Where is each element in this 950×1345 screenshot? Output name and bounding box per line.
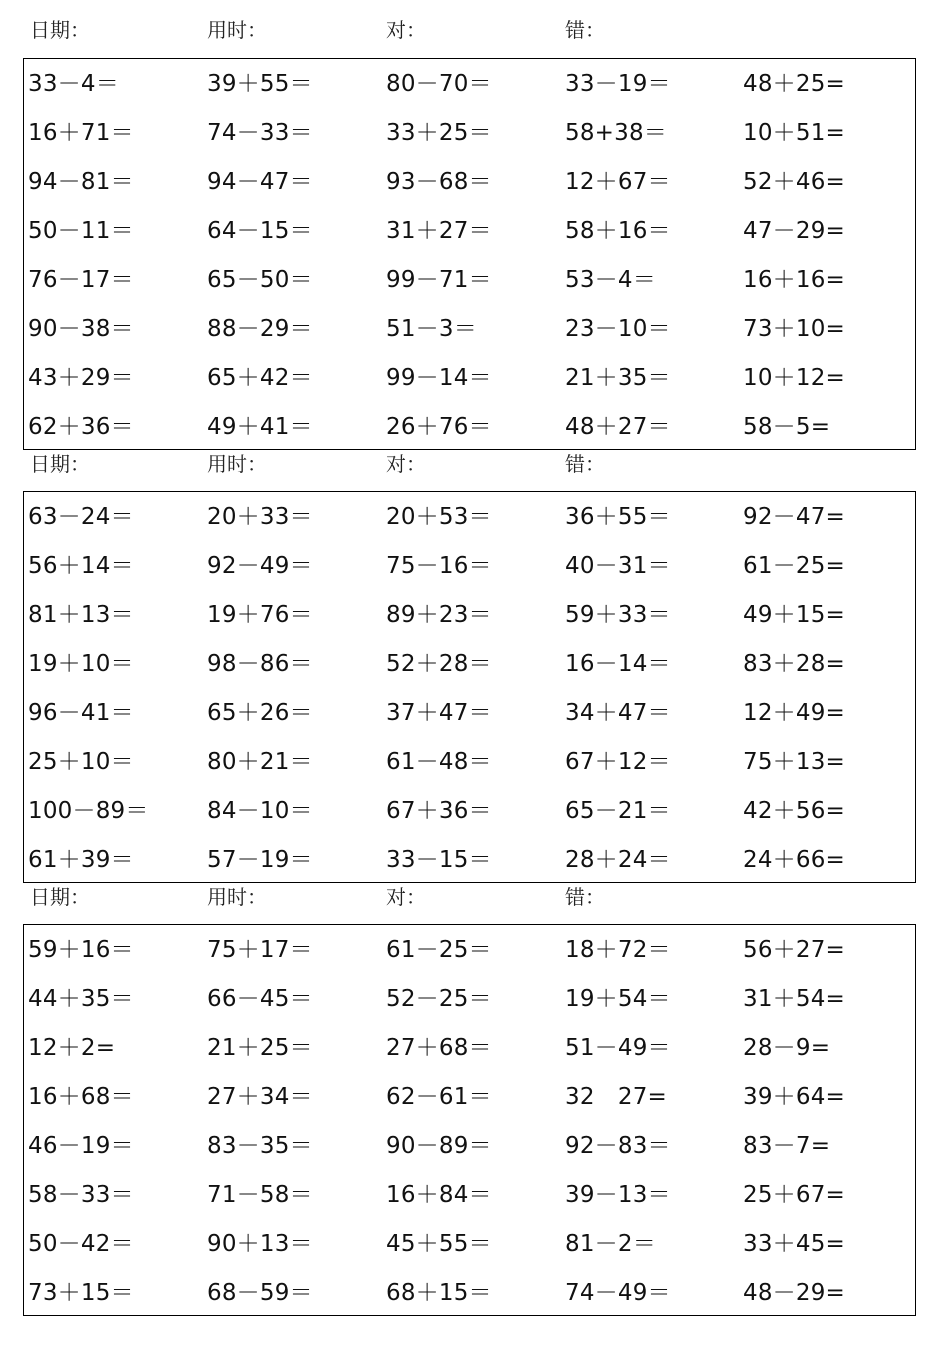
math-problem: 48＋27＝ xyxy=(565,414,671,440)
math-problem: 76－17＝ xyxy=(28,267,134,293)
math-problem: 56＋27= xyxy=(743,937,846,963)
math-problem: 89＋23＝ xyxy=(386,602,492,628)
math-problem: 39＋55＝ xyxy=(207,71,313,97)
problem-row xyxy=(24,796,915,845)
problem-row xyxy=(24,1131,915,1180)
math-problem: 49＋41＝ xyxy=(207,414,313,440)
problem-row xyxy=(24,314,915,363)
math-problem: 65＋42＝ xyxy=(207,365,313,391)
math-problem: 75＋13= xyxy=(743,749,846,775)
math-problem: 99－71＝ xyxy=(386,267,492,293)
date-label: 日期： xyxy=(30,452,90,476)
problem-row xyxy=(24,600,915,649)
math-problem: 48－29= xyxy=(743,1280,846,1306)
problem-row xyxy=(24,698,915,747)
math-problem: 27＋68＝ xyxy=(386,1035,492,1061)
math-problem: 16＋68＝ xyxy=(28,1084,134,1110)
math-problem: 43＋29＝ xyxy=(28,365,134,391)
math-problem: 73＋15＝ xyxy=(28,1280,134,1306)
math-problem: 20＋53＝ xyxy=(386,504,492,530)
math-problem: 16－14＝ xyxy=(565,651,671,677)
math-problem: 68＋15＝ xyxy=(386,1280,492,1306)
math-problem: 37＋47＝ xyxy=(386,700,492,726)
correct-label: 对： xyxy=(386,452,426,476)
math-problem: 74－33＝ xyxy=(207,120,313,146)
math-problem: 10＋51= xyxy=(743,120,846,146)
math-problem: 80＋21＝ xyxy=(207,749,313,775)
math-problem: 65＋26＝ xyxy=(207,700,313,726)
math-problem: 58－33＝ xyxy=(28,1182,134,1208)
math-problem: 94－81＝ xyxy=(28,169,134,195)
math-problem: 92－83＝ xyxy=(565,1133,671,1159)
math-problem: 48＋25= xyxy=(743,71,846,97)
math-problem: 62－61＝ xyxy=(386,1084,492,1110)
math-problem: 16＋84＝ xyxy=(386,1182,492,1208)
problem-row xyxy=(24,167,915,216)
math-problem: 58＋16＝ xyxy=(565,218,671,244)
math-problem: 52＋28＝ xyxy=(386,651,492,677)
time-label: 用时： xyxy=(207,452,267,476)
problem-row xyxy=(24,935,915,984)
problem-row xyxy=(24,649,915,698)
math-problem: 45＋55＝ xyxy=(386,1231,492,1257)
math-problem: 59＋16＝ xyxy=(28,937,134,963)
math-problem: 61－25= xyxy=(743,553,846,579)
math-problem: 21＋25＝ xyxy=(207,1035,313,1061)
math-problem: 81＋13＝ xyxy=(28,602,134,628)
math-problem: 90－89＝ xyxy=(386,1133,492,1159)
problem-grid xyxy=(23,924,916,1316)
math-problem: 16＋71＝ xyxy=(28,120,134,146)
math-problem: 71－58＝ xyxy=(207,1182,313,1208)
math-problem: 19＋76＝ xyxy=(207,602,313,628)
math-problem: 83－35＝ xyxy=(207,1133,313,1159)
math-problem: 34＋47＝ xyxy=(565,700,671,726)
math-problem: 19＋54＝ xyxy=(565,986,671,1012)
problem-row xyxy=(24,1082,915,1131)
math-problem: 49＋15= xyxy=(743,602,846,628)
math-problem: 93－68＝ xyxy=(386,169,492,195)
math-problem: 31＋27＝ xyxy=(386,218,492,244)
math-problem: 83－7= xyxy=(743,1133,831,1159)
problem-row xyxy=(24,69,915,118)
problem-row xyxy=(24,1033,915,1082)
math-problem: 24＋66= xyxy=(743,847,846,873)
math-problem: 81－2＝ xyxy=(565,1231,656,1257)
math-problem: 56＋14＝ xyxy=(28,553,134,579)
worksheet-header xyxy=(0,881,950,911)
math-problem: 10＋12= xyxy=(743,365,846,391)
math-problem: 23－10＝ xyxy=(565,316,671,342)
math-problem: 47－29= xyxy=(743,218,846,244)
math-problem: 44＋35＝ xyxy=(28,986,134,1012)
math-problem: 39＋64= xyxy=(743,1084,846,1110)
math-problem: 33－4＝ xyxy=(28,71,119,97)
math-problem: 83＋28= xyxy=(743,651,846,677)
math-problem: 98－86＝ xyxy=(207,651,313,677)
math-problem: 28－9= xyxy=(743,1035,831,1061)
math-problem: 50－42＝ xyxy=(28,1231,134,1257)
math-problem: 20＋33＝ xyxy=(207,504,313,530)
math-problem: 12＋49= xyxy=(743,700,846,726)
math-problem: 52－25＝ xyxy=(386,986,492,1012)
math-problem: 19＋10＝ xyxy=(28,651,134,677)
math-problem: 73＋10= xyxy=(743,316,846,342)
math-problem: 32 27= xyxy=(565,1084,668,1110)
math-problem: 33＋45= xyxy=(743,1231,846,1257)
math-problem: 61＋39＝ xyxy=(28,847,134,873)
correct-label: 对： xyxy=(386,885,426,909)
math-problem: 64－15＝ xyxy=(207,218,313,244)
wrong-label: 错： xyxy=(565,452,605,476)
math-problem: 96－41＝ xyxy=(28,700,134,726)
problem-row xyxy=(24,984,915,1033)
math-problem: 59＋33＝ xyxy=(565,602,671,628)
problem-row xyxy=(24,1229,915,1278)
math-problem: 33＋25＝ xyxy=(386,120,492,146)
math-problem: 67＋36＝ xyxy=(386,798,492,824)
math-problem: 65－21＝ xyxy=(565,798,671,824)
date-label: 日期： xyxy=(30,18,90,42)
math-problem: 84－10＝ xyxy=(207,798,313,824)
math-problem: 46－19＝ xyxy=(28,1133,134,1159)
math-problem: 52＋46= xyxy=(743,169,846,195)
math-problem: 39－13＝ xyxy=(565,1182,671,1208)
time-label: 用时： xyxy=(207,18,267,42)
problem-row xyxy=(24,118,915,167)
wrong-label: 错： xyxy=(565,885,605,909)
math-problem: 80－70＝ xyxy=(386,71,492,97)
math-problem: 58－5= xyxy=(743,414,831,440)
math-problem: 36＋55＝ xyxy=(565,504,671,530)
math-problem: 62＋36＝ xyxy=(28,414,134,440)
math-problem: 75－16＝ xyxy=(386,553,492,579)
date-label: 日期： xyxy=(30,885,90,909)
math-problem: 40－31＝ xyxy=(565,553,671,579)
math-problem: 90＋13＝ xyxy=(207,1231,313,1257)
problem-grid xyxy=(23,58,916,450)
math-problem: 61－48＝ xyxy=(386,749,492,775)
math-problem: 33－19＝ xyxy=(565,71,671,97)
math-problem: 25＋67= xyxy=(743,1182,846,1208)
math-problem: 90－38＝ xyxy=(28,316,134,342)
math-problem: 61－25＝ xyxy=(386,937,492,963)
math-problem: 88－29＝ xyxy=(207,316,313,342)
math-problem: 66－45＝ xyxy=(207,986,313,1012)
problem-grid xyxy=(23,491,916,883)
math-problem: 18＋72＝ xyxy=(565,937,671,963)
time-label: 用时： xyxy=(207,885,267,909)
math-problem: 63－24＝ xyxy=(28,504,134,530)
math-problem: 65－50＝ xyxy=(207,267,313,293)
math-problem: 12＋67＝ xyxy=(565,169,671,195)
math-problem: 25＋10＝ xyxy=(28,749,134,775)
math-problem: 99－14＝ xyxy=(386,365,492,391)
math-problem: 100－89＝ xyxy=(28,798,149,824)
math-problem: 28＋24＝ xyxy=(565,847,671,873)
wrong-label: 错： xyxy=(565,18,605,42)
problem-row xyxy=(24,1180,915,1229)
math-problem: 31＋54= xyxy=(743,986,846,1012)
problem-row xyxy=(24,1278,915,1327)
problem-row xyxy=(24,502,915,551)
math-problem: 42＋56= xyxy=(743,798,846,824)
math-problem: 57－19＝ xyxy=(207,847,313,873)
math-problem: 50－11＝ xyxy=(28,218,134,244)
math-problem: 21＋35＝ xyxy=(565,365,671,391)
worksheet-header xyxy=(0,448,950,478)
worksheet-header xyxy=(0,14,950,44)
math-problem: 58+38＝ xyxy=(565,120,668,146)
problem-row xyxy=(24,363,915,412)
math-problem: 68－59＝ xyxy=(207,1280,313,1306)
problem-row xyxy=(24,265,915,314)
math-problem: 92－47= xyxy=(743,504,846,530)
math-problem: 51－3＝ xyxy=(386,316,477,342)
math-problem: 92－49＝ xyxy=(207,553,313,579)
problem-row xyxy=(24,216,915,265)
correct-label: 对： xyxy=(386,18,426,42)
math-problem: 53－4＝ xyxy=(565,267,656,293)
problem-row xyxy=(24,551,915,600)
math-problem: 94－47＝ xyxy=(207,169,313,195)
math-problem: 26＋76＝ xyxy=(386,414,492,440)
math-problem: 12＋2= xyxy=(28,1035,116,1061)
math-problem: 51－49＝ xyxy=(565,1035,671,1061)
problem-row xyxy=(24,747,915,796)
math-problem: 27＋34＝ xyxy=(207,1084,313,1110)
math-problem: 74－49＝ xyxy=(565,1280,671,1306)
math-problem: 67＋12＝ xyxy=(565,749,671,775)
math-problem: 33－15＝ xyxy=(386,847,492,873)
math-problem: 75＋17＝ xyxy=(207,937,313,963)
math-problem: 16＋16= xyxy=(743,267,846,293)
